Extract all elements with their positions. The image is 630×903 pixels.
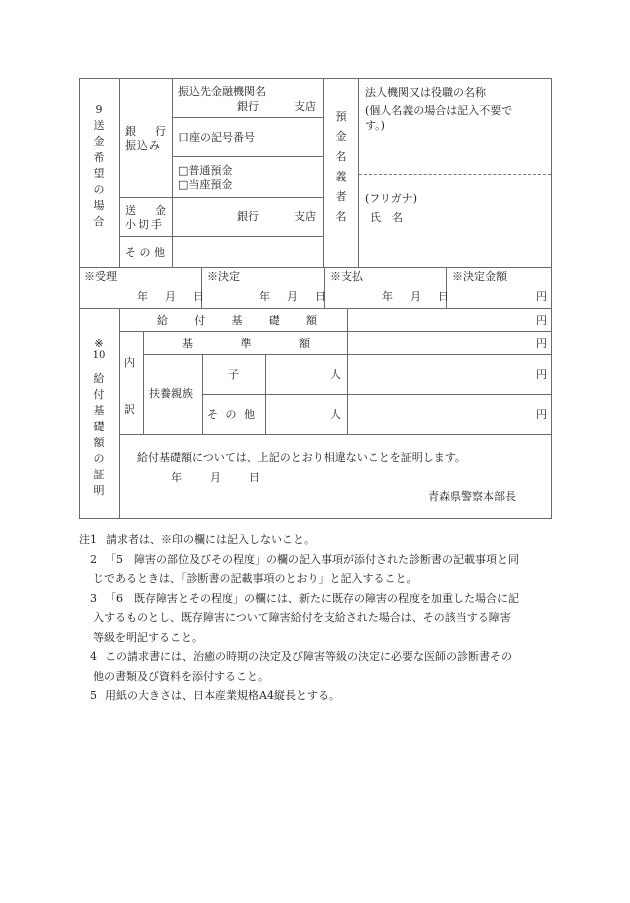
table-border-left	[79, 78, 80, 519]
note-line: 「5 障害の部位及びその程度」の欄の記入事項が添付された診断書の記載事項と同	[105, 552, 519, 566]
title-char: 明	[93, 484, 105, 497]
note-text	[101, 530, 554, 550]
check-bank-unit: 銀行	[237, 210, 259, 223]
furigana-label: (フリガナ)	[365, 192, 418, 205]
note-line: 用紙の大きさは、日本産業規格A4縦長とする。	[105, 689, 340, 702]
note-line: 入するものとし、既存障害について障害給付を支給された場合は、その該当する障害	[93, 611, 511, 624]
decided-amount-label: ※決定金額	[452, 270, 507, 283]
child-yen: 円	[536, 368, 547, 381]
title-char: 付	[93, 388, 105, 401]
note-text	[93, 589, 554, 648]
divider	[172, 156, 323, 157]
table-border-bottom	[79, 518, 552, 519]
branch-unit: 支店	[294, 100, 316, 113]
note-item	[79, 550, 554, 589]
standard-amount-label	[182, 338, 310, 349]
divider	[119, 197, 323, 198]
bank-transfer-label-2: 振込み	[125, 139, 161, 152]
standard-amount-yen: 円	[536, 337, 547, 350]
corp-note-line1: (個人名義の場合は記入不要で	[365, 104, 513, 117]
bank-unit: 銀行	[237, 100, 259, 113]
note-item	[79, 530, 554, 550]
note-number: 5	[90, 689, 97, 702]
divider	[119, 434, 551, 435]
child-count-unit: 人	[330, 368, 341, 381]
title-char: 希	[93, 151, 105, 164]
divider	[143, 354, 551, 355]
base-amount-label	[157, 315, 317, 326]
breakdown-char-2: 訳	[124, 403, 135, 416]
note-item	[79, 647, 554, 686]
divider	[202, 394, 551, 395]
divider	[143, 331, 144, 434]
certify-date: 年 月 日	[171, 471, 262, 484]
title-char: 給	[93, 372, 105, 385]
divider	[172, 117, 323, 118]
account-number-label: 口座の記号番号	[178, 131, 255, 144]
note-number: 2	[90, 552, 97, 566]
dotted-divider	[359, 174, 551, 175]
financial-institution-label: 振込先金融機関名	[178, 85, 266, 98]
paid-label: ※支払	[330, 270, 363, 283]
name-label: 氏 名	[370, 211, 403, 224]
certify-text: 給付基礎額については、上記のとおり相違ないことを証明します。	[137, 451, 466, 464]
other-count-unit: 人	[330, 408, 341, 421]
table-border-top	[79, 78, 552, 79]
title-char: 望	[93, 167, 105, 180]
title-char: 預	[335, 110, 347, 123]
note-line: 他の書類及び資料を添付すること。	[93, 669, 269, 683]
other-yen: 円	[536, 408, 547, 421]
label-char: 準	[240, 337, 252, 350]
title-char: 金	[93, 135, 105, 148]
check-label-1: 送 金	[125, 204, 170, 217]
note-text	[93, 647, 554, 686]
label-char: 基	[231, 314, 243, 327]
child-label: 子	[228, 368, 239, 381]
divider	[172, 78, 173, 267]
divider	[79, 308, 552, 309]
title-char: 名	[335, 210, 347, 223]
divider	[119, 331, 551, 332]
paid-date: 年 月 日	[382, 290, 452, 303]
corp-note-line2: す。)	[365, 119, 385, 132]
title-char: 礎	[93, 420, 105, 433]
account-holder-title	[333, 111, 349, 222]
title-char: 金	[335, 130, 347, 143]
account-type-current[interactable]: □当座預金	[178, 178, 233, 191]
note-line: 「6 既存障害とその程度」の欄には、新たに既存の障害の程度を加重した場合に記	[105, 591, 519, 605]
title-char: 合	[93, 215, 105, 228]
received-date: 年 月 日	[137, 290, 207, 303]
title-char: 9	[95, 103, 103, 116]
note-line: 請求者は、※印の欄には記入しないこと。	[106, 533, 315, 546]
other-label: そ の 他	[125, 246, 165, 259]
title-char: 証	[93, 468, 105, 481]
received-label: ※受理	[84, 270, 117, 283]
label-char: 基	[182, 337, 193, 350]
label-char: 礎	[268, 314, 280, 327]
title-char: 者	[335, 190, 347, 203]
check-label-2: 小切手	[125, 218, 164, 231]
note-text	[106, 686, 554, 706]
title-char: 額	[93, 436, 105, 449]
decided-date: 年 月 日	[259, 290, 329, 303]
title-char: の	[93, 452, 105, 465]
issuer: 青森県警察本部長	[428, 490, 516, 503]
section10-title	[90, 338, 108, 496]
label-char: 額	[306, 314, 317, 327]
title-char: 義	[335, 170, 347, 183]
table-border-right	[551, 78, 552, 519]
note-item	[79, 686, 554, 706]
check-branch-unit: 支店	[294, 210, 316, 223]
decided-label: ※決定	[207, 270, 240, 283]
note-number: 3	[90, 591, 97, 605]
bank-transfer-label-1: 銀 行	[125, 125, 170, 138]
divider	[119, 236, 323, 237]
title-char: 基	[93, 404, 105, 417]
divider	[119, 78, 120, 267]
divider	[119, 308, 120, 519]
title-mark: ※	[94, 337, 104, 350]
account-type-ordinary[interactable]: □普通預金	[178, 164, 233, 177]
label-char: 給	[157, 314, 168, 327]
title-char: 名	[335, 150, 347, 163]
title-char: の	[93, 183, 105, 196]
corp-label: 法人機関又は役職の名称	[365, 86, 486, 99]
breakdown-char-1: 内	[124, 356, 135, 369]
note-number: 4	[90, 650, 97, 663]
title-char: 場	[93, 199, 105, 212]
notes	[79, 530, 554, 706]
note-line: じであるときは、「診断書の記載事項のとおり」と記入すること。	[93, 572, 418, 585]
title-num: 10	[92, 350, 106, 361]
divider	[347, 308, 348, 434]
note-number: 注1	[79, 533, 97, 546]
label-char: 付	[194, 314, 206, 327]
title-char: 送	[93, 119, 105, 132]
note-item	[79, 589, 554, 648]
note-line: 等級を明記すること。	[93, 630, 203, 644]
note-line: この請求書には、治癒の時期の決定及び障害等級の決定に必要な医師の診断書その	[105, 650, 512, 663]
dependents-label: 扶養親族	[149, 387, 193, 400]
base-amount-yen: 円	[536, 314, 547, 327]
label-char: 額	[299, 337, 310, 350]
note-text	[93, 550, 554, 589]
section9-title	[91, 104, 107, 227]
divider	[79, 267, 552, 268]
other-dependents-label: そ の 他	[207, 408, 257, 421]
divider	[323, 78, 324, 267]
decided-amount-unit: 円	[536, 290, 547, 303]
divider	[358, 78, 359, 267]
